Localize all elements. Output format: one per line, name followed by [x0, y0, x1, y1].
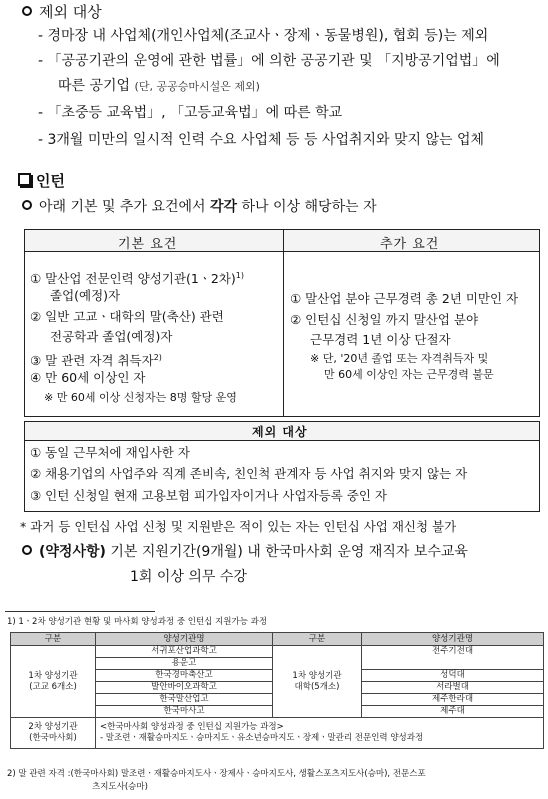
group-label: 1차 양성기관 (고교 6개소) — [11, 646, 96, 718]
extra-header: 추가 요건 — [380, 237, 440, 252]
footnote-rule — [5, 611, 155, 612]
emphasis-each: 각각 — [210, 199, 238, 215]
exclusion-item: - 「공공기관의 운영에 관한 법률」에 의한 공공기관 및 「지방공기업법」에 — [38, 53, 500, 69]
obligation-cont: 1회 이상 의무 수강 — [130, 569, 247, 585]
basic-item-cont: 졸업(예정)자 — [50, 288, 121, 303]
extra-item: ① 말산업 분야 근무경력 총 2년 미만인 자 — [290, 291, 519, 306]
obligation: (약정사항) 기본 지원기간(9개월) 내 한국마사회 운영 재직자 보수교육 — [22, 543, 468, 561]
group-detail: <한국마사회 양성과정 중 인턴십 지원가능 과정> - 말조련ㆍ재활승마지도ㆍ승마지도ㆍ유소년승마지도ㆍ장제ㆍ말관리 전문인력 양성과정 — [96, 718, 544, 749]
basic-item: ① 말산업 전문인력 양성기관(1ㆍ2차)$^{1)}$ — [30, 271, 244, 287]
institution-cell: 서귀포산업과학고 — [96, 646, 273, 658]
col-header: 양성기관명 — [362, 633, 544, 646]
exclusion-table-item: ① 동일 근무처에 재입사한 자 — [30, 445, 190, 460]
institution-cell: 한국경마축산고 — [96, 670, 273, 682]
exclusion-item: - 경마장 내 사업체(개인사업체(조교사ㆍ장제ㆍ동물병원), 협회 등)는 제외 — [38, 28, 489, 44]
circle-bullet-icon — [22, 545, 32, 555]
group-label: 2차 양성기관 (한국마사회) — [11, 718, 96, 749]
institution-cell: 제주대 — [362, 706, 544, 718]
intern-requirement: 아래 기본 및 추가 요건에서 각각 하나 이상 해당하는 자 — [22, 198, 377, 216]
exclusion-item: - 3개월 미만의 일시적 인력 수요 사업체 등 등 사업취지와 맞지 않는 업체 — [38, 132, 485, 148]
basic-note: ※ 만 60세 이상 신청자는 8명 할당 운영 — [44, 391, 237, 404]
circle-bullet-icon — [22, 6, 32, 16]
exclusion-table-item: ② 채용기업의 사업주와 직계 존비속, 친인척 관계자 등 사업 취지와 맞지 않는 자 — [30, 466, 468, 481]
divider — [24, 440, 540, 441]
extra-note: ※ 단, '20년 졸업 또는 자격취득자 및 — [310, 352, 489, 365]
institution-cell: 발안바이오과학고 — [96, 682, 273, 694]
col-header: 양성기관명 — [96, 633, 273, 646]
col-header: 구분 — [11, 633, 96, 646]
institution-cell: 용운고 — [96, 658, 273, 670]
exclusion-table-header: 제외 대상 — [252, 425, 308, 439]
institution-cell: 전주기전대 — [362, 646, 544, 670]
basic-item: ③ 말 관련 자격 취득자$^{2)}$ — [30, 353, 162, 369]
institutions-table — [10, 632, 544, 749]
basic-item: ② 일반 고교ㆍ대학의 말(축산) 관련 — [30, 309, 224, 324]
institution-cell: 한국말산업고 — [96, 694, 273, 706]
intern-heading: 인턴 — [18, 172, 65, 190]
institution-cell: 제주한라대 — [362, 694, 544, 706]
col-header: 구분 — [273, 633, 362, 646]
footnote-2: 2) 말 관련 자격 :(한국마사회) 말조련ㆍ재활승마지도사ㆍ장제사ㆍ승마지도사, 생활스포츠지도사(승마), 전문스포 — [7, 769, 426, 779]
basic-item-cont: 전공학과 졸업(예정)자 — [50, 329, 173, 344]
basic-item: ④ 만 60세 이상인 자 — [30, 370, 146, 385]
past-note: * 과거 등 인턴십 사업 신청 및 지원받은 적이 있는 자는 인턴십 사업 재신청 불가 — [20, 519, 457, 534]
institution-cell: 성덕대 — [362, 670, 544, 682]
basic-header: 기본 요건 — [118, 237, 178, 252]
footnote-1: 1) 1ㆍ2차 양성기관 현황 및 마사회 양성과정 중 인턴십 지원가능 과정 — [7, 617, 268, 627]
checkbox-square-icon — [18, 173, 31, 186]
group-label: 1차 양성기관 대학(5개소) — [273, 646, 362, 718]
exclusion-item-note: (단, 공공승마시설은 제외) — [134, 80, 260, 93]
institution-cell: 한국마사고 — [96, 706, 273, 718]
exclusion-heading: 제외 대상 — [22, 3, 102, 21]
footnote-2-cont: 츠지도사(승마) — [92, 782, 148, 792]
exclusion-table-item: ③ 인턴 신청일 현재 고용보험 피가입자이거나 사업자등록 중인 자 — [30, 488, 387, 503]
circle-bullet-icon — [22, 200, 32, 210]
institution-cell: 서라벌대 — [362, 682, 544, 694]
extra-item-cont: 근무경력 1년 이상 단절자 — [310, 332, 451, 347]
exclusion-item-cont: 따른 공기업 (단, 공공승마시설은 제외) — [58, 78, 260, 94]
extra-note: 만 60세 이상인 자는 근무경력 불문 — [324, 368, 494, 381]
extra-item: ② 인턴십 신청일 까지 말산업 분야 — [290, 312, 479, 327]
exclusion-item: - 「초중등 교육법」, 「고등교육법」에 따른 학교 — [38, 105, 343, 121]
